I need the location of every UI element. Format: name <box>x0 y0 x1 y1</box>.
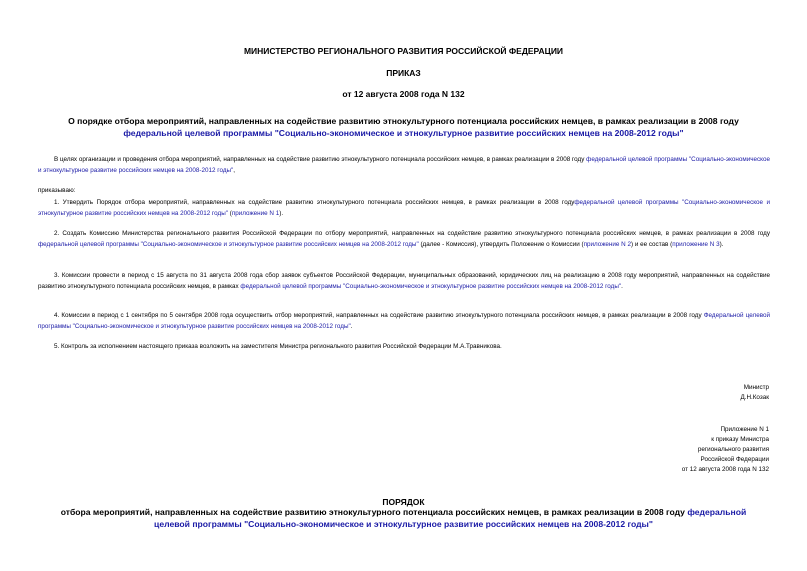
paragraph-2-annex3-link[interactable]: приложение N 3 <box>672 240 720 248</box>
paragraph-3-end: . <box>621 282 623 290</box>
paragraph-2-end: ). <box>719 240 724 248</box>
intro-paragraph <box>38 155 770 176</box>
paragraph-3-text: 3. Комиссии провести в период с 15 августа по 31 августа 2008 года сбор заявок субъектов Российской Федерации, муниципальных образований, юридических лиц на реализацию в 2008 году мероприятий, направленных на содействие развитию этнокультурного потенциала российских немцев, в рамках <box>38 272 770 290</box>
signature-position: Министр <box>743 384 769 391</box>
title-program-link[interactable]: федеральной целевой программы "Социально-экономическое и этнокультурное развитие российских немцев на 2008-2012 годы" <box>123 127 684 138</box>
paragraph-2 <box>38 229 770 250</box>
order-word: приказываю: <box>38 187 76 194</box>
signature-name: Д.Н.Козак <box>740 394 769 401</box>
paragraph-2-text: 2. Создать Комиссию Министерства регионального развития Российской Федерации по отбору мероприятий, направленных на содействие развитию этнокультурного потенциала российских немцев, в рамках реализации в 2008 году <box>54 230 770 237</box>
document-type: ПРИКАЗ <box>386 68 421 78</box>
signature-block <box>740 383 769 403</box>
annex-title-text: отбора мероприятий, направленных на содействие развитию этнокультурного потенциала российских немцев, в рамках реализации в 2008 году <box>60 507 688 517</box>
annex-ref-line-5: от 12 августа 2008 года N 132 <box>681 466 769 473</box>
paragraph-4-end: . <box>350 322 353 330</box>
intro-text: В целях организации и проведения отбора мероприятий, направленных на содействие развитию этнокультурного потенциала российских немцев, в рамках реализации в 2008 году <box>54 156 587 163</box>
paragraph-1-mid: ( <box>227 209 232 217</box>
annex-ref-line-1: Приложение N 1 <box>720 426 769 433</box>
paragraph-3 <box>38 271 770 292</box>
paragraph-2-mid: (далее - Комиссия), утвердить Положение о Комиссии ( <box>418 240 584 248</box>
annex-title-link-a[interactable]: федеральной <box>687 507 747 517</box>
paragraph-2-mid2: ) и ее состав ( <box>630 240 673 248</box>
title-line: О порядке отбора мероприятий, направленных на содействие развитию этнокультурного потенциала российских немцев, в рамках реализации в 2008 году <box>68 116 739 126</box>
paragraph-2-annex2-link[interactable]: приложение N 2 <box>583 240 631 248</box>
document-date-number: от 12 августа 2008 года N 132 <box>342 89 465 99</box>
annex-ref-line-3: регионального развития <box>697 446 769 453</box>
paragraph-1-text: 1. Утвердить Порядок отбора мероприятий, направленных на содействие развитию этнокультурного потенциала российских немцев, в рамках реализации в 2008 году <box>54 199 575 206</box>
paragraph-5: 5. Контроль за исполнением настоящего приказа возложить на заместителя Министра регионального развития Российской Федерации М.А.Травникова. <box>54 343 502 350</box>
paragraph-3-program-link[interactable]: федеральной целевой программы "Социально-экономическое и этнокультурное развитие российских немцев на 2008-2012 годы" <box>240 282 622 290</box>
paragraph-2-program-link[interactable]: федеральной целевой программы "Социально-экономическое и этнокультурное развитие российских немцев на 2008-2012 годы" <box>38 240 419 248</box>
document-title <box>0 116 807 139</box>
annex-ref-line-2: к приказу Министра <box>711 436 769 443</box>
paragraph-1-program-link[interactable]: федеральной целевой программы "Социально-экономическое и этнокультурное развитие российских немцев на 2008-2012 годы" <box>38 199 770 217</box>
intro-program-link[interactable]: федеральной целевой программы "Социально-экономическое и этнокультурное развитие российских немцев на 2008-2012 годы" <box>38 156 770 174</box>
paragraph-4-text: 4. Комиссии в период с 1 сентября по 5 сентября 2008 года осуществить отбор мероприятий, направленных на содействие развитию этнокультурного потенциала российских немцев, в рамках реализации в 2008 году <box>54 312 704 319</box>
annex-heading: ПОРЯДОК <box>382 497 425 507</box>
paragraph-1 <box>38 198 770 219</box>
intro-end: , <box>233 166 235 174</box>
paragraph-1-end: ). <box>279 209 284 217</box>
ministry-name: МИНИСТЕРСТВО РЕГИОНАЛЬНОГО РАЗВИТИЯ РОССИЙСКОЙ ФЕДЕРАЦИИ <box>243 46 564 56</box>
paragraph-4 <box>38 311 770 332</box>
annex-reference <box>682 425 769 475</box>
paragraph-1-annex-link[interactable]: приложение N 1 <box>231 209 280 217</box>
paragraph-4-program-link[interactable]: Федеральной целевой программы "Социально-экономическое и этнокультурное развитие российских немцев на 2008-2012 годы" <box>38 312 770 330</box>
annex-ref-line-4: Российской Федерации <box>700 456 769 463</box>
annex-title <box>0 507 807 530</box>
annex-title-link-b[interactable]: целевой программы "Социально-экономическое и этнокультурное развитие российских немцев на 2008-2012 годы" <box>154 518 653 529</box>
